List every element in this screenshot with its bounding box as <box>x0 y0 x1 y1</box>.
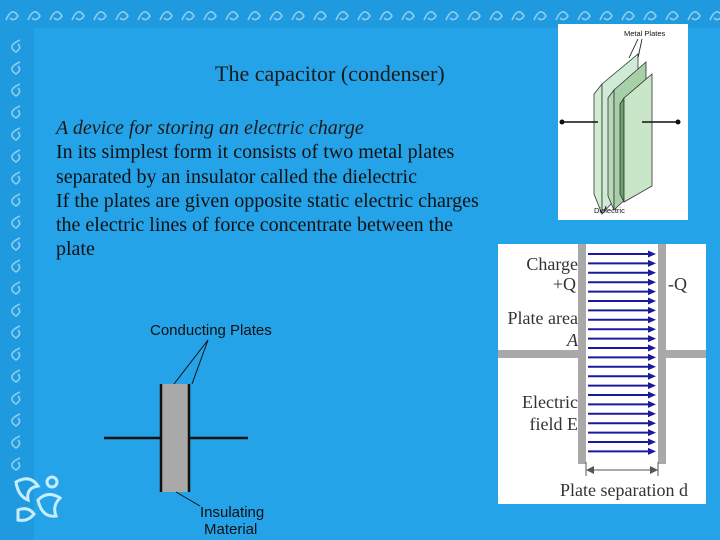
metal-plates-drawing <box>558 24 688 220</box>
border-ornament <box>12 172 20 184</box>
border-ornament <box>12 392 20 404</box>
plate-area-label: Plate area <box>507 308 578 328</box>
border-ornament <box>512 12 524 20</box>
border-ornament <box>710 12 720 20</box>
figure-electric-field <box>498 244 706 504</box>
conducting-plates-label: Conducting Plates <box>150 322 272 339</box>
border-ornament <box>556 12 568 20</box>
plate-separation-label: Plate separation d <box>560 480 688 500</box>
border-ornament <box>12 348 20 360</box>
field-arrowhead <box>648 410 656 417</box>
border-ornament <box>270 12 282 20</box>
field-arrowhead <box>648 345 656 352</box>
field-arrowhead <box>648 298 656 305</box>
minus-q-label: -Q <box>668 274 687 294</box>
border-ornament <box>666 12 678 20</box>
border-ornament <box>446 12 458 20</box>
border-ornament <box>160 12 172 20</box>
border-ornament <box>12 150 20 162</box>
border-ornament <box>12 370 20 382</box>
field-arrowhead <box>648 260 656 267</box>
border-ornament <box>12 40 20 52</box>
plate-area-symbol: A <box>567 330 578 350</box>
field-arrowhead <box>648 288 656 295</box>
border-ornament <box>644 12 656 20</box>
border-ornament <box>490 12 502 20</box>
border-ornament <box>248 12 260 20</box>
border-ornament <box>182 12 194 20</box>
border-ornament <box>72 12 84 20</box>
paragraph: If the plates are given opposite static electric charges the electric lines of force concentrate between the plate <box>56 189 479 261</box>
border-ornament <box>12 326 20 338</box>
border-ornament <box>622 12 634 20</box>
border-ornament <box>12 62 20 74</box>
field-arrowhead <box>648 401 656 408</box>
border-ornament <box>600 12 612 20</box>
border-ornament <box>12 194 20 206</box>
border-ornament <box>12 436 20 448</box>
field-arrowhead <box>648 382 656 389</box>
field-arrowhead <box>648 335 656 342</box>
metal-plates-label: Metal Plates <box>624 29 666 38</box>
border-ornament <box>336 12 348 20</box>
border-ornament <box>226 12 238 20</box>
border-ornament <box>12 238 20 250</box>
border-ornament <box>50 12 62 20</box>
dielectric-label: Dielectric <box>594 206 625 215</box>
field-arrowhead <box>648 307 656 314</box>
field-arrowhead <box>648 363 656 370</box>
border-ornament <box>94 12 106 20</box>
border-ornament <box>138 12 150 20</box>
field-arrowhead <box>648 316 656 323</box>
plus-q-label: +Q <box>552 274 576 294</box>
paragraph: In its simplest form it consists of two metal plates separated by an insulator called the dielectric <box>56 141 455 188</box>
border-ornament <box>314 12 326 20</box>
border-ornament <box>468 12 480 20</box>
border-ornament <box>12 128 20 140</box>
border-ornament <box>12 304 20 316</box>
border-ornament <box>12 216 20 228</box>
field-arrowhead <box>648 326 656 333</box>
field-arrowhead <box>648 448 656 455</box>
field-arrowhead <box>648 392 656 399</box>
electric-label: Electric <box>522 392 578 412</box>
charge-label: Charge <box>526 254 578 274</box>
border-ornament <box>292 12 304 20</box>
slide-title: The capacitor (condenser) <box>215 61 445 86</box>
field-arrowhead <box>648 251 656 258</box>
insulating-label: Insulating <box>200 504 265 521</box>
material-label: Material <box>204 521 258 538</box>
border-ornament <box>424 12 436 20</box>
figure-metal-plates <box>558 24 688 220</box>
field-e-label: field E <box>529 414 578 434</box>
field-arrowhead <box>648 373 656 380</box>
lead-text: A device for storing an electric charge <box>56 117 364 139</box>
border-ornament <box>12 414 20 426</box>
field-arrowhead <box>648 420 656 427</box>
border-ornament <box>12 282 20 294</box>
border-ornament <box>12 458 20 470</box>
border-ornament <box>204 12 216 20</box>
field-arrowhead <box>648 279 656 286</box>
electric-field-drawing <box>498 244 706 504</box>
slide-body <box>56 116 496 262</box>
border-ornament <box>402 12 414 20</box>
border-ornament <box>380 12 392 20</box>
border-ornament <box>116 12 128 20</box>
corner-ornament <box>8 470 68 530</box>
figure-schematic <box>96 318 296 540</box>
field-arrowhead <box>648 429 656 436</box>
field-arrowhead <box>648 439 656 446</box>
border-ornament <box>12 260 20 272</box>
border-ornament <box>578 12 590 20</box>
field-arrowhead <box>648 269 656 276</box>
border-ornament <box>12 106 20 118</box>
field-arrowhead <box>648 354 656 361</box>
decorative-border-left <box>0 0 34 540</box>
border-ornament <box>688 12 700 20</box>
border-ornament <box>534 12 546 20</box>
border-ornament <box>12 84 20 96</box>
border-ornament <box>358 12 370 20</box>
